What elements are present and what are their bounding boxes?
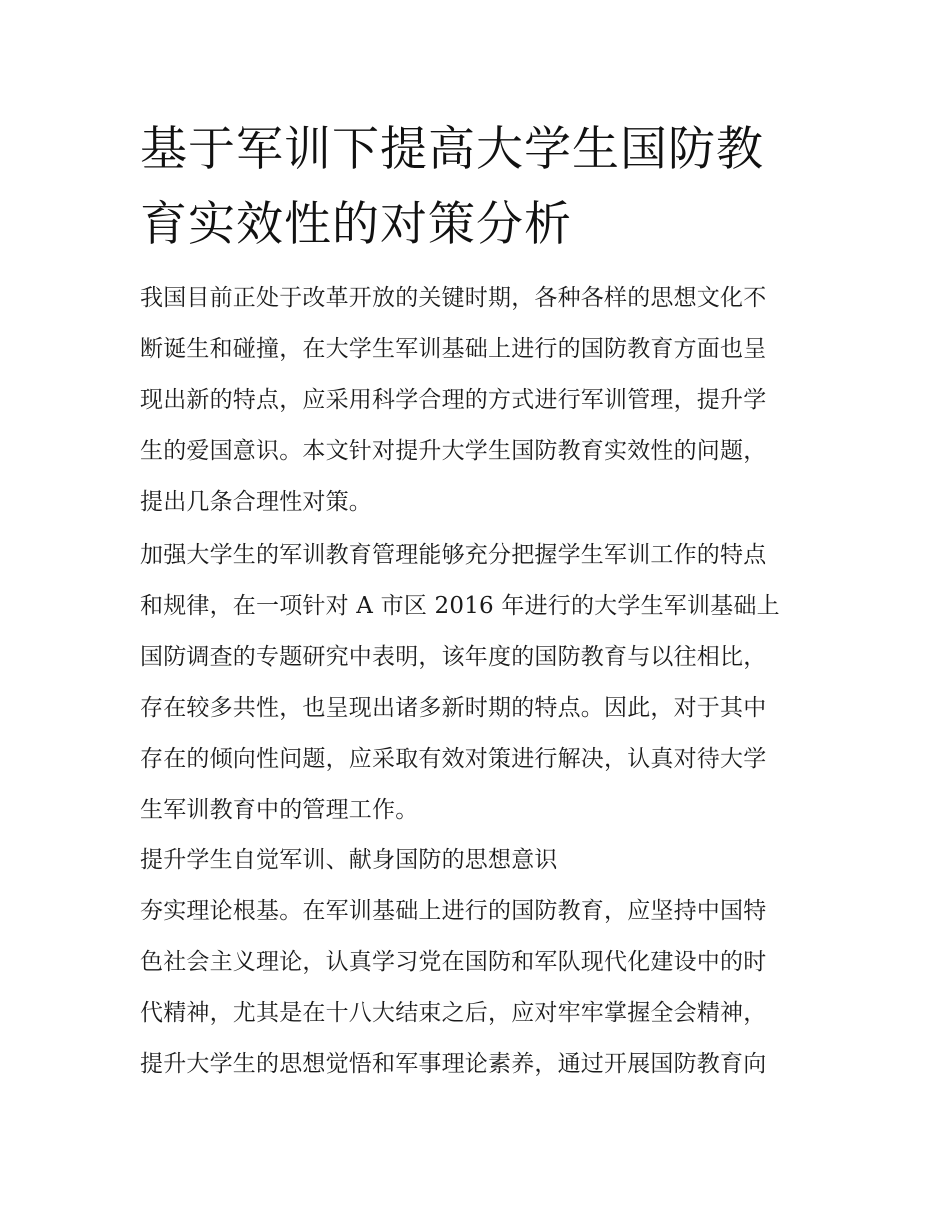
title-line: 育实效性的对策分析 (140, 197, 572, 252)
text-line: 断诞生和碰撞，在大学生军训基础上进行的国防教育方面也呈 (140, 336, 767, 362)
text-line: 和规律，在一项针对 A 市区 2016 年进行的大学生军训基础上 (140, 593, 780, 619)
text-line: 夯实理论根基。在军训基础上进行的国防教育，应坚持中国特 (140, 898, 767, 924)
text-line: 存在的倾向性问题，应采取有效对策进行解决，认真对待大学 (140, 746, 767, 772)
paragraph-intro (140, 273, 820, 528)
paragraph-management (140, 530, 820, 836)
text-line: 提升大学生的思想觉悟和军事理论素养，通过开展国防教育向 (140, 1051, 767, 1077)
document-title (140, 112, 820, 262)
paragraph-theory (140, 886, 820, 1090)
document-body (140, 273, 820, 1090)
text-line: 生的爱国意识。本文针对提升大学生国防教育实效性的问题， (140, 438, 767, 464)
text-line: 提升学生自觉军训、献身国防的思想意识 (140, 847, 558, 873)
text-line: 现出新的特点，应采用科学合理的方式进行军训管理，提升学 (140, 387, 767, 413)
text-line: 色社会主义理论，认真学习党在国防和军队现代化建设中的时 (140, 949, 767, 975)
title-line: 基于军训下提高大学生国防教 (140, 122, 764, 177)
section-heading (140, 838, 820, 882)
text-line: 生军训教育中的管理工作。 (140, 797, 419, 823)
text-line: 加强大学生的军训教育管理能够充分把握学生军训工作的特点 (140, 542, 767, 568)
text-line: 我国目前正处于改革开放的关键时期，各种各样的思想文化不 (140, 285, 767, 311)
text-line: 存在较多共性，也呈现出诸多新时期的特点。因此，对于其中 (140, 695, 767, 721)
text-line: 提出几条合理性对策。 (140, 489, 372, 515)
text-line: 国防调查的专题研究中表明，该年度的国防教育与以往相比， (140, 644, 767, 670)
document-content (140, 112, 820, 1092)
text-line: 代精神，尤其是在十八大结束之后，应对牢牢掌握全会精神， (140, 1000, 767, 1026)
